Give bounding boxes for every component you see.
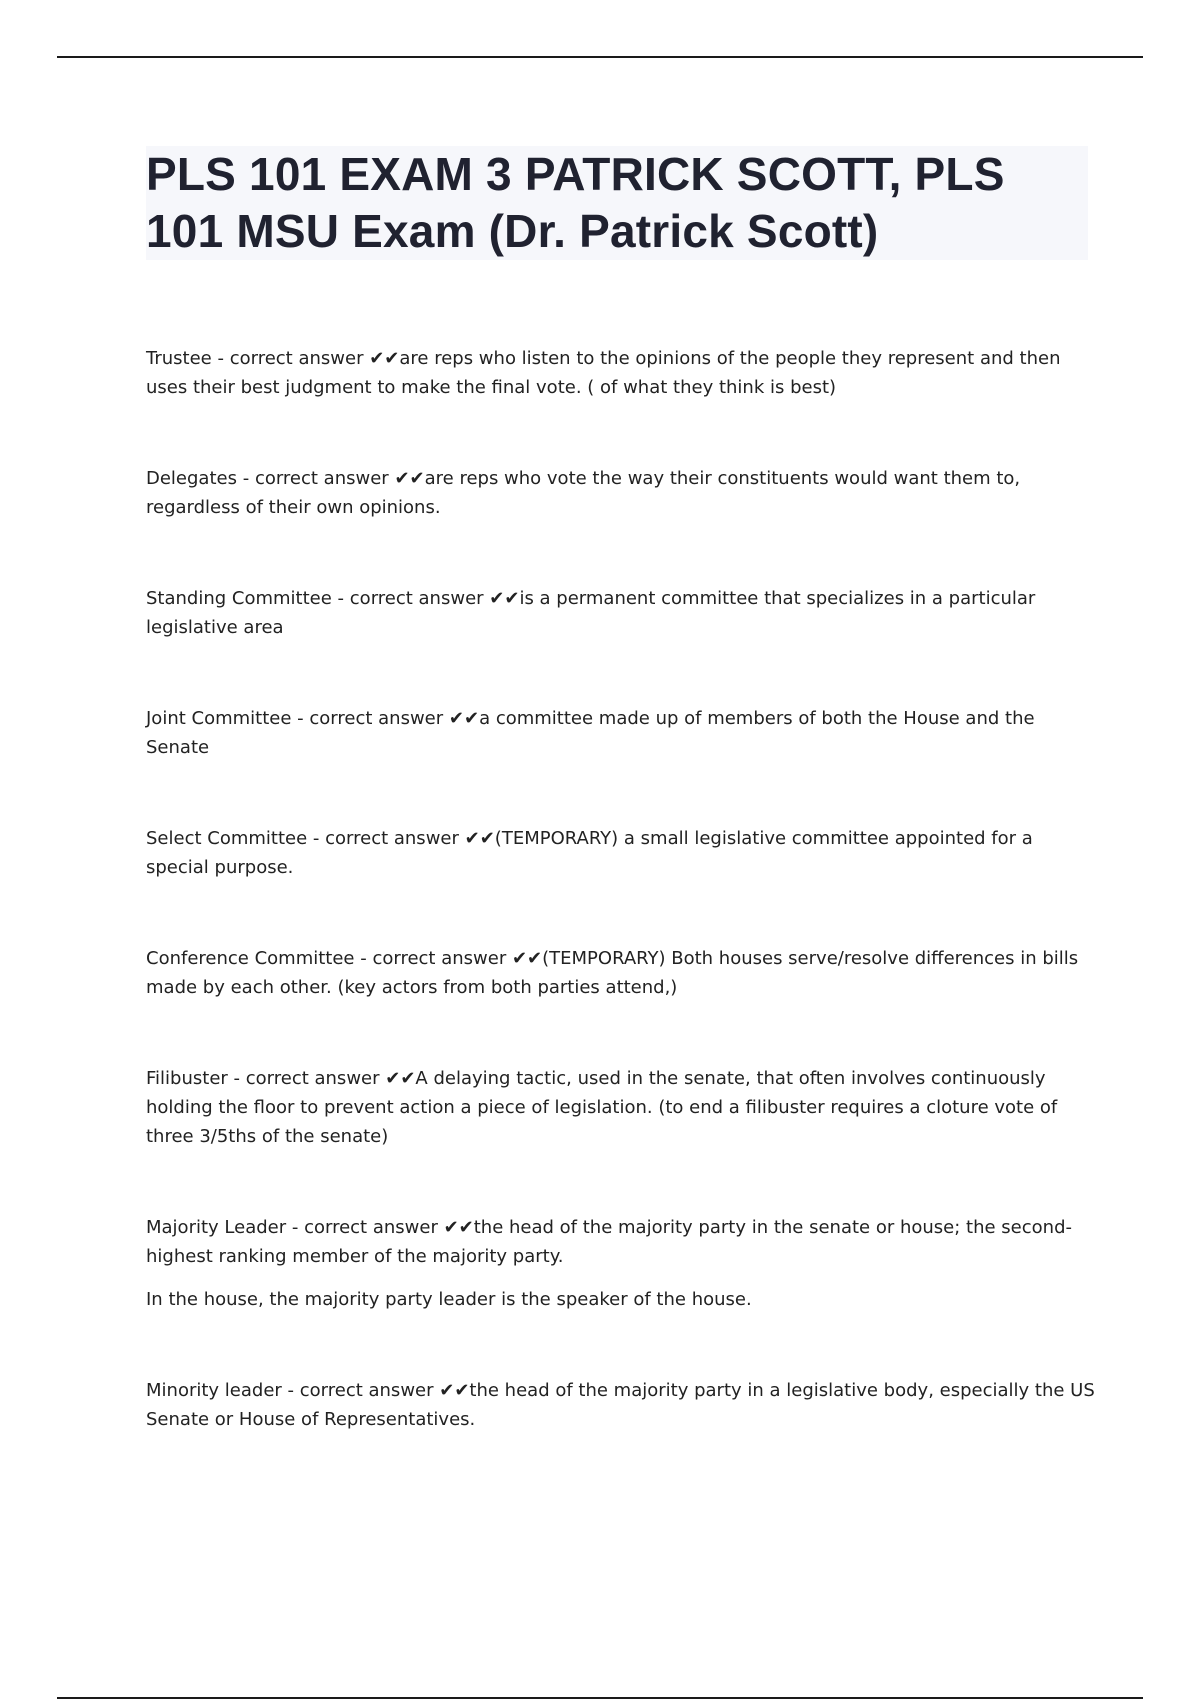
entry-term: Conference Committee bbox=[146, 948, 355, 969]
bottom-rule bbox=[57, 1697, 1143, 1699]
entry-term: Filibuster bbox=[146, 1068, 228, 1089]
entry-majority-leader: Majority Leader - correct answer ✔✔the head of the majority party in the senate or house; the second-highest ranking member of the majority party. bbox=[146, 1217, 1072, 1267]
top-rule bbox=[57, 56, 1143, 58]
check-marks-icon: ✔✔ bbox=[448, 708, 480, 729]
entry-standing-committee: Standing Committee - correct answer ✔✔is a permanent committee that specializes in a particular legislative area bbox=[146, 588, 1036, 638]
check-marks-icon: ✔✔ bbox=[439, 1380, 470, 1401]
entry-term: Trustee bbox=[146, 348, 212, 369]
entry-definition: (TEMPORARY) Both houses serve/resolve differences in bills made by each other. (key actors from both parties attend,) bbox=[146, 948, 1079, 998]
entry-joint-committee: Joint Committee - correct answer ✔✔a committee made up of members of both the House and the Senate bbox=[146, 708, 1035, 758]
title-block bbox=[146, 146, 1088, 260]
entry-trustee: Trustee - correct answer ✔✔are reps who listen to the opinions of the people they represent and then uses their best judgment to make the final vote. ( of what they think is best) bbox=[146, 348, 1061, 398]
entry-definition: A delaying tactic, used in the senate, that often involves continuously holding the floor to prevent action a piece of legislation. (to end a filibuster requires a cloture vote of three 3/5ths of the senate) bbox=[146, 1068, 1058, 1147]
entry-definition: the head of the majority party in a legislative body, especially the US Senate or House of Representatives. bbox=[146, 1380, 1095, 1430]
entry-delegates: Delegates - correct answer ✔✔are reps who vote the way their constituents would want them to, regardless of their own opinions. bbox=[146, 468, 1021, 518]
answer-label: correct answer bbox=[349, 588, 484, 609]
entry-select-committee: Select Committee - correct answer ✔✔(TEMPORARY) a small legislative committee appointed for a special purpose. bbox=[146, 828, 1033, 878]
answer-label: correct answer bbox=[372, 948, 507, 969]
entry-term: Standing Committee bbox=[146, 588, 332, 609]
entry-minority-leader: Minority leader - correct answer ✔✔the head of the majority party in a legislative body, especially the US Senate or House of Representatives. bbox=[146, 1380, 1095, 1430]
check-marks-icon: ✔✔ bbox=[369, 348, 400, 369]
entry-term: Select Committee bbox=[146, 828, 308, 849]
entry-term: Delegates bbox=[146, 468, 237, 489]
check-marks-icon: ✔✔ bbox=[443, 1217, 474, 1238]
answer-label: correct answer bbox=[299, 1380, 434, 1401]
check-marks-icon: ✔✔ bbox=[464, 828, 495, 849]
answer-label: correct answer bbox=[245, 1068, 380, 1089]
entry-definition: are reps who listen to the opinions of the people they represent and then uses their best judgment to make the final vote. ( of what they think is best) bbox=[146, 348, 1061, 398]
answer-label: correct answer bbox=[309, 708, 444, 729]
majority-leader-note: In the house, the majority party leader is the speaker of the house. bbox=[146, 1289, 752, 1310]
entry-term: Minority leader bbox=[146, 1380, 282, 1401]
entry-definition: the head of the majority party in the senate or house; the second-highest ranking member of the majority party. bbox=[146, 1217, 1072, 1267]
flashcard-list bbox=[146, 344, 1096, 1434]
check-marks-icon: ✔✔ bbox=[511, 948, 543, 969]
entry-definition: is a permanent committee that specializes in a particular legislative area bbox=[146, 588, 1036, 638]
entry-definition: are reps who vote the way their constituents would want them to, regardless of their own opinions. bbox=[146, 468, 1021, 518]
entry-term: Joint Committee bbox=[146, 708, 292, 729]
answer-label: correct answer bbox=[229, 348, 364, 369]
answer-label: correct answer bbox=[304, 1217, 438, 1238]
check-marks-icon: ✔✔ bbox=[394, 468, 425, 489]
answer-label: correct answer bbox=[325, 828, 459, 849]
entry-conference-committee: Conference Committee - correct answer ✔✔(TEMPORARY) Both houses serve/resolve differences in bills made by each other. (key actors from both parties attend,) bbox=[146, 948, 1079, 998]
check-marks-icon: ✔✔ bbox=[489, 588, 520, 609]
document-title: PLS 101 EXAM 3 PATRICK SCOTT, PLS 101 MSU Exam (Dr. Patrick Scott) bbox=[146, 148, 1005, 257]
check-marks-icon: ✔✔ bbox=[385, 1068, 416, 1089]
answer-label: correct answer bbox=[254, 468, 389, 489]
entry-definition: (TEMPORARY) a small legislative committee appointed for a special purpose. bbox=[146, 828, 1033, 878]
entry-definition: a committee made up of members of both the House and the Senate bbox=[146, 708, 1035, 758]
entry-filibuster: Filibuster - correct answer ✔✔A delaying tactic, used in the senate, that often involves continuously holding the floor to prevent action a piece of legislation. (to end a filibuster requires a cloture vote of three 3/5ths of the senate) bbox=[146, 1068, 1058, 1147]
entry-term: Majority Leader bbox=[146, 1217, 287, 1238]
